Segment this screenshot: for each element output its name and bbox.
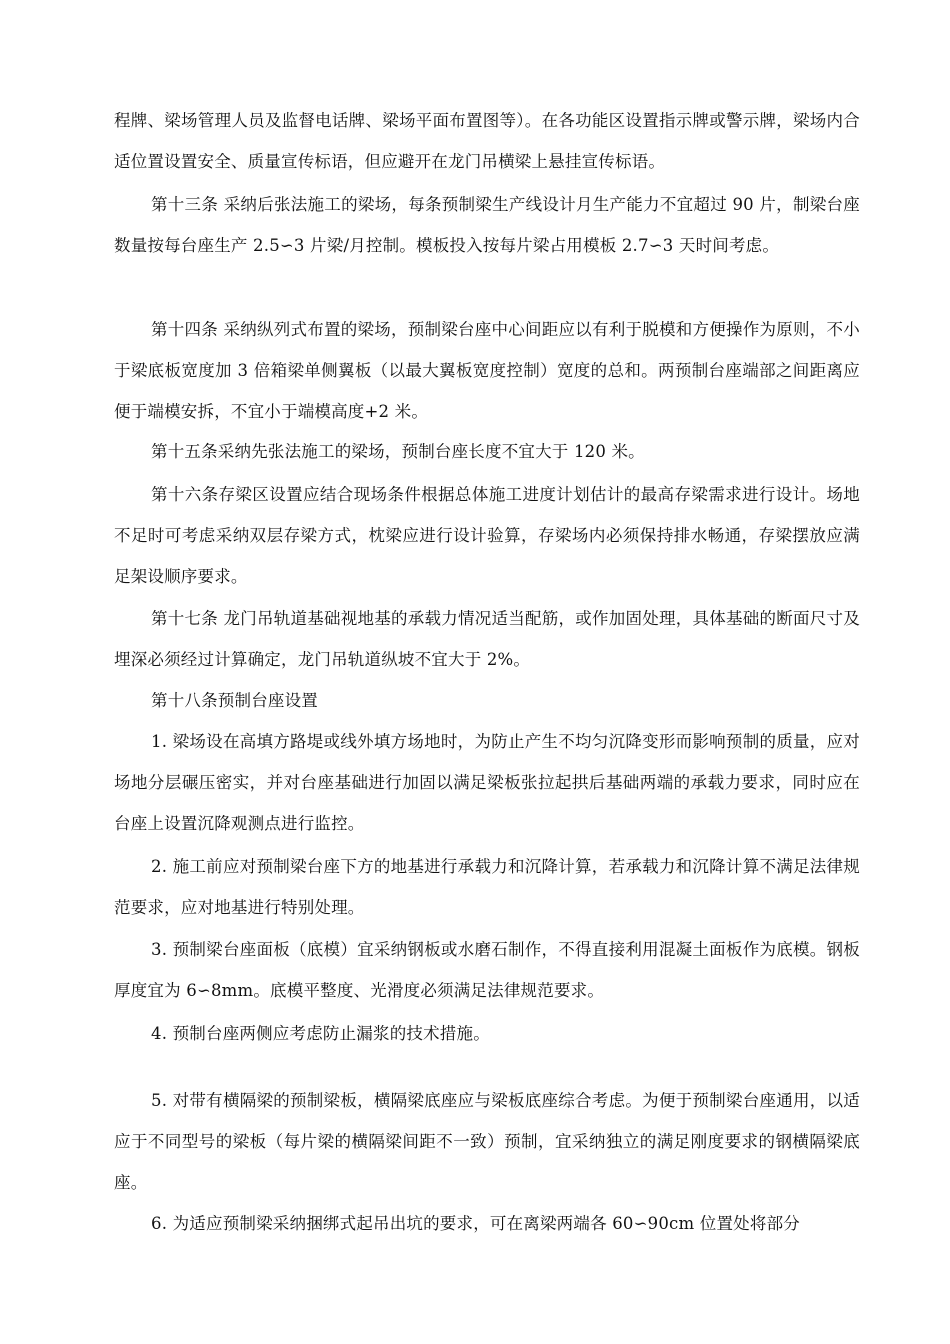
paragraph-article-16: 第十六条存梁区设置应结合现场条件根据总体施工进度计划估计的最高存梁需求进行设计。场地不足时可考虑采纳双层存梁方式，枕梁应进行设计验算，存梁场内必须保持排水畅通，存梁摆放应满足架设顺序要求。: [114, 485, 860, 586]
list-item-2: 2. 施工前应对预制梁台座下方的地基进行承载力和沉降计算，若承载力和沉降计算不满足法律规范要求，应对地基进行特别处理。: [114, 857, 860, 917]
list-item-3: 3. 预制梁台座面板（底模）宜采纳钢板或水磨石制作，不得直接利用混凝土面板作为底模。钢板厚度宜为 6∽8mm。底模平整度、光滑度必须满足法律规范要求。: [114, 940, 860, 1000]
paragraph-article-15: 第十五条采纳先张法施工的梁场，预制台座长度不宜大于 120 米。: [151, 442, 645, 461]
paragraph-continued: 程牌、梁场管理人员及监督电话牌、梁场平面布置图等）。在各功能区设置指示牌或警示牌，梁场内合适位置设置安全、质量宣传标语，但应避开在龙门吊横梁上悬挂宣传标语。: [114, 111, 860, 171]
list-item-5: 5. 对带有横隔梁的预制梁板，横隔梁底座应与梁板底座综合考虑。为便于预制梁台座通用，以适应于不同型号的梁板（每片梁的横隔梁间距不一致）预制，宜采纳独立的满足刚度要求的钢横隔梁底座。: [114, 1091, 860, 1192]
paragraph-article-18-heading: 第十八条预制台座设置: [151, 691, 318, 710]
paragraph-article-14: 第十四条 采纳纵列式布置的梁场，预制梁台座中心间距应以有利于脱模和方便操作为原则，不小于梁底板宽度加 3 倍箱梁单侧翼板（以最大翼板宽度控制）宽度的总和。两预制台座端部之间距离应便于端模安拆，不宜小于端模高度+2 米。: [114, 320, 860, 421]
list-item-6: 6. 为适应预制梁采纳捆绑式起吊出坑的要求，可在离梁两端各 60∽90cm 位置处将部分: [151, 1214, 800, 1233]
list-item-4: 4. 预制台座两侧应考虑防止漏浆的技术措施。: [151, 1024, 490, 1043]
list-item-1: 1. 梁场设在高填方路堤或线外填方场地时，为防止产生不均匀沉降变形而影响预制的质量，应对场地分层碾压密实，并对台座基础进行加固以满足梁板张拉起拱后基础两端的承载力要求，同时应在台座上设置沉降观测点进行监控。: [114, 732, 860, 833]
paragraph-article-13: 第十三条 采纳后张法施工的梁场，每条预制梁生产线设计月生产能力不宜超过 90 片，制梁台座数量按每台座生产 2.5∽3 片梁/月控制。模板投入按每片梁占用模板 2.7∽3 天时间考虑。: [114, 195, 860, 255]
paragraph-article-17: 第十七条 龙门吊轨道基础视地基的承载力情况适当配筋，或作加固处理，具体基础的断面尺寸及埋深必须经过计算确定，龙门吊轨道纵坡不宜大于 2%。: [114, 609, 860, 669]
